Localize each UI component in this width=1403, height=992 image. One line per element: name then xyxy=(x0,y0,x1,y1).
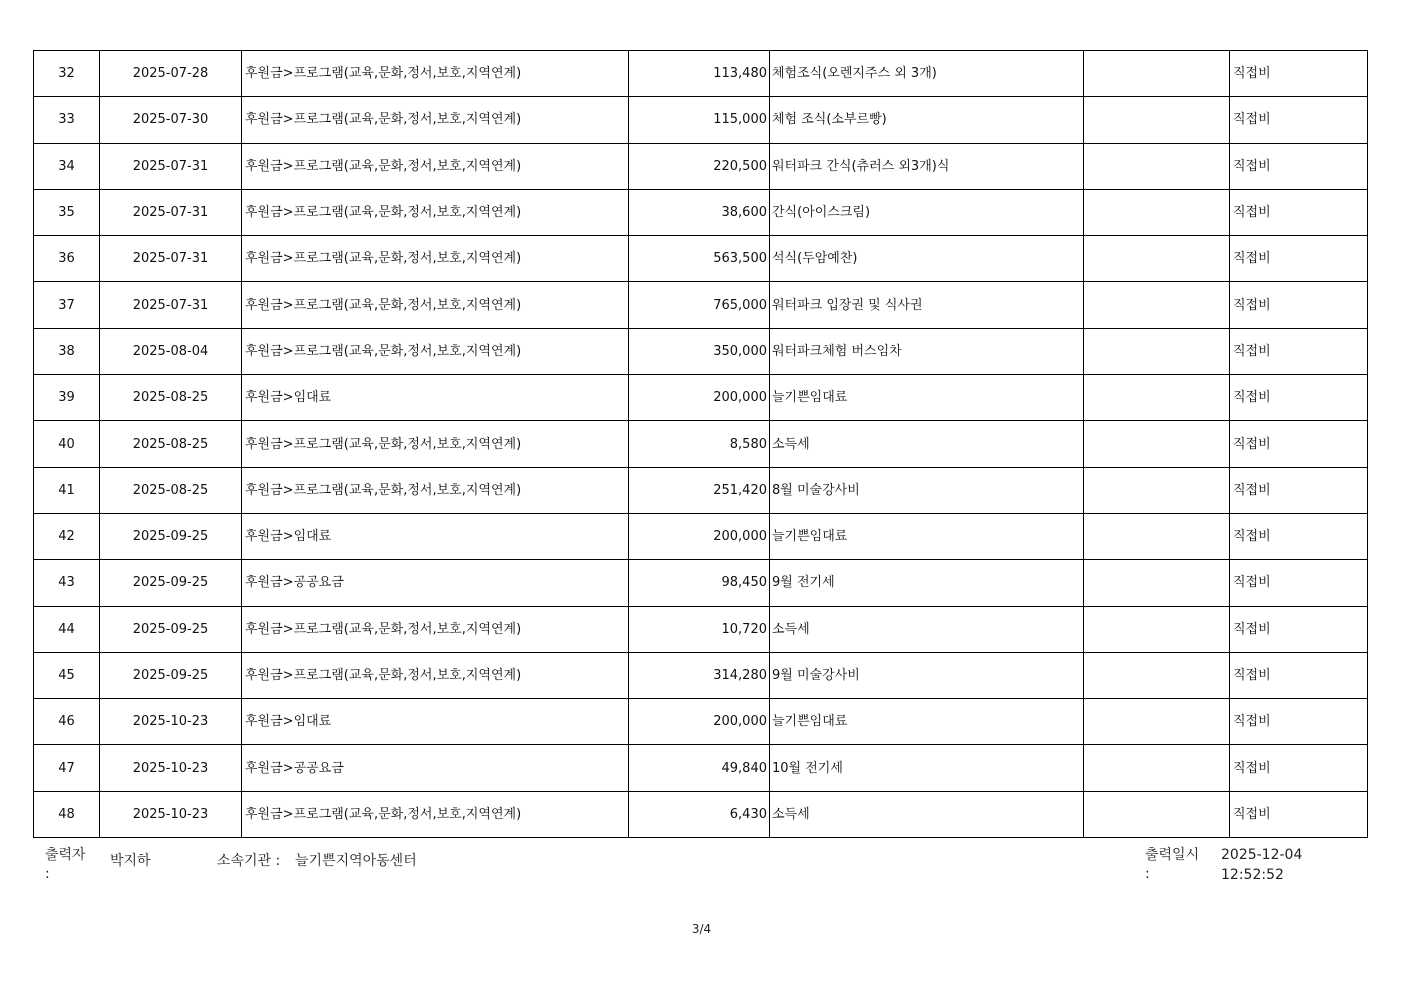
cell-memo xyxy=(1084,560,1230,606)
cell-no: 44 xyxy=(34,606,100,652)
cell-description: 9월 전기세 xyxy=(770,560,1084,606)
cell-type: 직접비 xyxy=(1230,467,1368,513)
cell-no: 48 xyxy=(34,791,100,837)
cell-memo xyxy=(1084,606,1230,652)
cell-date: 2025-07-31 xyxy=(100,143,242,189)
cell-description: 10월 전기세 xyxy=(770,745,1084,791)
table-row xyxy=(34,745,1368,791)
cell-type: 직접비 xyxy=(1230,51,1368,97)
cell-account: 후원금>프로그램(교육,문화,정서,보호,지역연계) xyxy=(242,51,629,97)
table-row xyxy=(34,513,1368,559)
cell-account: 후원금>임대료 xyxy=(242,513,629,559)
table-row xyxy=(34,560,1368,606)
cell-account: 후원금>공공요금 xyxy=(242,745,629,791)
table-row xyxy=(34,328,1368,374)
cell-date: 2025-07-31 xyxy=(100,282,242,328)
cell-description: 석식(두암예찬) xyxy=(770,236,1084,282)
table-row xyxy=(34,652,1368,698)
cell-type: 직접비 xyxy=(1230,560,1368,606)
cell-type: 직접비 xyxy=(1230,189,1368,235)
cell-memo xyxy=(1084,282,1230,328)
cell-type: 직접비 xyxy=(1230,328,1368,374)
cell-type: 직접비 xyxy=(1230,745,1368,791)
cell-account: 후원금>임대료 xyxy=(242,699,629,745)
cell-memo xyxy=(1084,791,1230,837)
table-row xyxy=(34,236,1368,282)
cell-no: 40 xyxy=(34,421,100,467)
cell-type: 직접비 xyxy=(1230,791,1368,837)
printer-name: 박지하 xyxy=(110,853,151,869)
cell-account: 후원금>임대료 xyxy=(242,375,629,421)
cell-description: 소득세 xyxy=(770,791,1084,837)
cell-type: 직접비 xyxy=(1230,606,1368,652)
cell-date: 2025-07-31 xyxy=(100,236,242,282)
cell-description: 워터파크 간식(츄러스 외3개)식 xyxy=(770,143,1084,189)
cell-account: 후원금>프로그램(교육,문화,정서,보호,지역연계) xyxy=(242,143,629,189)
cell-type: 직접비 xyxy=(1230,375,1368,421)
cell-no: 34 xyxy=(34,143,100,189)
cell-memo xyxy=(1084,513,1230,559)
cell-memo xyxy=(1084,143,1230,189)
cell-memo xyxy=(1084,97,1230,143)
cell-amount: 350,000 xyxy=(629,328,770,374)
cell-amount: 220,500 xyxy=(629,143,770,189)
table-row xyxy=(34,467,1368,513)
cell-account: 후원금>프로그램(교육,문화,정서,보호,지역연계) xyxy=(242,791,629,837)
table-row xyxy=(34,97,1368,143)
print-date-label: 출력일시 xyxy=(1145,847,1200,863)
cell-account: 후원금>프로그램(교육,문화,정서,보호,지역연계) xyxy=(242,189,629,235)
cell-amount: 563,500 xyxy=(629,236,770,282)
cell-no: 35 xyxy=(34,189,100,235)
cell-description: 체험조식(오렌지주스 외 3개) xyxy=(770,51,1084,97)
cell-date: 2025-10-23 xyxy=(100,791,242,837)
cell-amount: 200,000 xyxy=(629,699,770,745)
cell-account: 후원금>프로그램(교육,문화,정서,보호,지역연계) xyxy=(242,328,629,374)
cell-amount: 10,720 xyxy=(629,606,770,652)
cell-description: 소득세 xyxy=(770,421,1084,467)
cell-memo xyxy=(1084,51,1230,97)
table-row xyxy=(34,421,1368,467)
cell-amount: 765,000 xyxy=(629,282,770,328)
ledger-body xyxy=(34,51,1368,838)
cell-description: 늘기쁜임대료 xyxy=(770,375,1084,421)
cell-date: 2025-08-04 xyxy=(100,328,242,374)
cell-amount: 38,600 xyxy=(629,189,770,235)
cell-type: 직접비 xyxy=(1230,699,1368,745)
printer-label: 출력자 xyxy=(45,847,86,863)
table-row xyxy=(34,375,1368,421)
cell-date: 2025-08-25 xyxy=(100,467,242,513)
cell-date: 2025-08-25 xyxy=(100,375,242,421)
cell-type: 직접비 xyxy=(1230,282,1368,328)
cell-no: 32 xyxy=(34,51,100,97)
cell-account: 후원금>프로그램(교육,문화,정서,보호,지역연계) xyxy=(242,421,629,467)
printer-label-colon: : xyxy=(45,866,50,882)
cell-date: 2025-09-25 xyxy=(100,513,242,559)
cell-amount: 113,480 xyxy=(629,51,770,97)
cell-account: 후원금>프로그램(교육,문화,정서,보호,지역연계) xyxy=(242,652,629,698)
cell-description: 워터파크체험 버스임차 xyxy=(770,328,1084,374)
cell-date: 2025-09-25 xyxy=(100,606,242,652)
cell-type: 직접비 xyxy=(1230,421,1368,467)
cell-account: 후원금>프로그램(교육,문화,정서,보호,지역연계) xyxy=(242,282,629,328)
cell-no: 39 xyxy=(34,375,100,421)
cell-description: 8월 미술강사비 xyxy=(770,467,1084,513)
cell-no: 47 xyxy=(34,745,100,791)
cell-memo xyxy=(1084,375,1230,421)
cell-amount: 49,840 xyxy=(629,745,770,791)
cell-no: 33 xyxy=(34,97,100,143)
org-label: 소속기관 : xyxy=(217,853,281,869)
cell-no: 41 xyxy=(34,467,100,513)
cell-no: 37 xyxy=(34,282,100,328)
cell-account: 후원금>프로그램(교육,문화,정서,보호,지역연계) xyxy=(242,97,629,143)
cell-amount: 98,450 xyxy=(629,560,770,606)
table-row xyxy=(34,282,1368,328)
cell-memo xyxy=(1084,236,1230,282)
cell-memo xyxy=(1084,189,1230,235)
org-name: 늘기쁜지역아동센터 xyxy=(295,853,417,869)
table-row xyxy=(34,51,1368,97)
cell-description: 소득세 xyxy=(770,606,1084,652)
cell-description: 늘기쁜임대료 xyxy=(770,699,1084,745)
cell-type: 직접비 xyxy=(1230,652,1368,698)
cell-no: 43 xyxy=(34,560,100,606)
expense-ledger-table xyxy=(33,50,1368,838)
cell-type: 직접비 xyxy=(1230,513,1368,559)
cell-description: 체험 조식(소부르빵) xyxy=(770,97,1084,143)
cell-account: 후원금>프로그램(교육,문화,정서,보호,지역연계) xyxy=(242,236,629,282)
cell-amount: 314,280 xyxy=(629,652,770,698)
cell-amount: 8,580 xyxy=(629,421,770,467)
cell-description: 워터파크 입장권 및 식사권 xyxy=(770,282,1084,328)
cell-type: 직접비 xyxy=(1230,97,1368,143)
cell-amount: 115,000 xyxy=(629,97,770,143)
cell-account: 후원금>프로그램(교육,문화,정서,보호,지역연계) xyxy=(242,467,629,513)
cell-no: 36 xyxy=(34,236,100,282)
cell-type: 직접비 xyxy=(1230,236,1368,282)
print-date: 2025-12-04 xyxy=(1221,847,1303,863)
cell-memo xyxy=(1084,652,1230,698)
cell-memo xyxy=(1084,745,1230,791)
cell-date: 2025-08-25 xyxy=(100,421,242,467)
cell-date: 2025-07-28 xyxy=(100,51,242,97)
cell-memo xyxy=(1084,328,1230,374)
cell-amount: 200,000 xyxy=(629,513,770,559)
cell-memo xyxy=(1084,699,1230,745)
cell-description: 9월 미술강사비 xyxy=(770,652,1084,698)
cell-account: 후원금>공공요금 xyxy=(242,560,629,606)
page-number: 3/4 xyxy=(691,922,712,936)
cell-description: 늘기쁜임대료 xyxy=(770,513,1084,559)
cell-no: 45 xyxy=(34,652,100,698)
print-time: 12:52:52 xyxy=(1221,867,1284,883)
table-row xyxy=(34,606,1368,652)
cell-description: 간식(아이스크림) xyxy=(770,189,1084,235)
cell-memo xyxy=(1084,467,1230,513)
print-date-label-colon: : xyxy=(1145,866,1150,882)
cell-type: 직접비 xyxy=(1230,143,1368,189)
cell-date: 2025-07-30 xyxy=(100,97,242,143)
cell-memo xyxy=(1084,421,1230,467)
table-row xyxy=(34,189,1368,235)
cell-date: 2025-10-23 xyxy=(100,699,242,745)
cell-date: 2025-10-23 xyxy=(100,745,242,791)
table-row xyxy=(34,143,1368,189)
cell-account: 후원금>프로그램(교육,문화,정서,보호,지역연계) xyxy=(242,606,629,652)
cell-no: 38 xyxy=(34,328,100,374)
cell-date: 2025-09-25 xyxy=(100,652,242,698)
cell-amount: 251,420 xyxy=(629,467,770,513)
cell-amount: 6,430 xyxy=(629,791,770,837)
table-row xyxy=(34,699,1368,745)
table-row xyxy=(34,791,1368,837)
cell-no: 42 xyxy=(34,513,100,559)
cell-amount: 200,000 xyxy=(629,375,770,421)
cell-date: 2025-07-31 xyxy=(100,189,242,235)
cell-date: 2025-09-25 xyxy=(100,560,242,606)
cell-no: 46 xyxy=(34,699,100,745)
